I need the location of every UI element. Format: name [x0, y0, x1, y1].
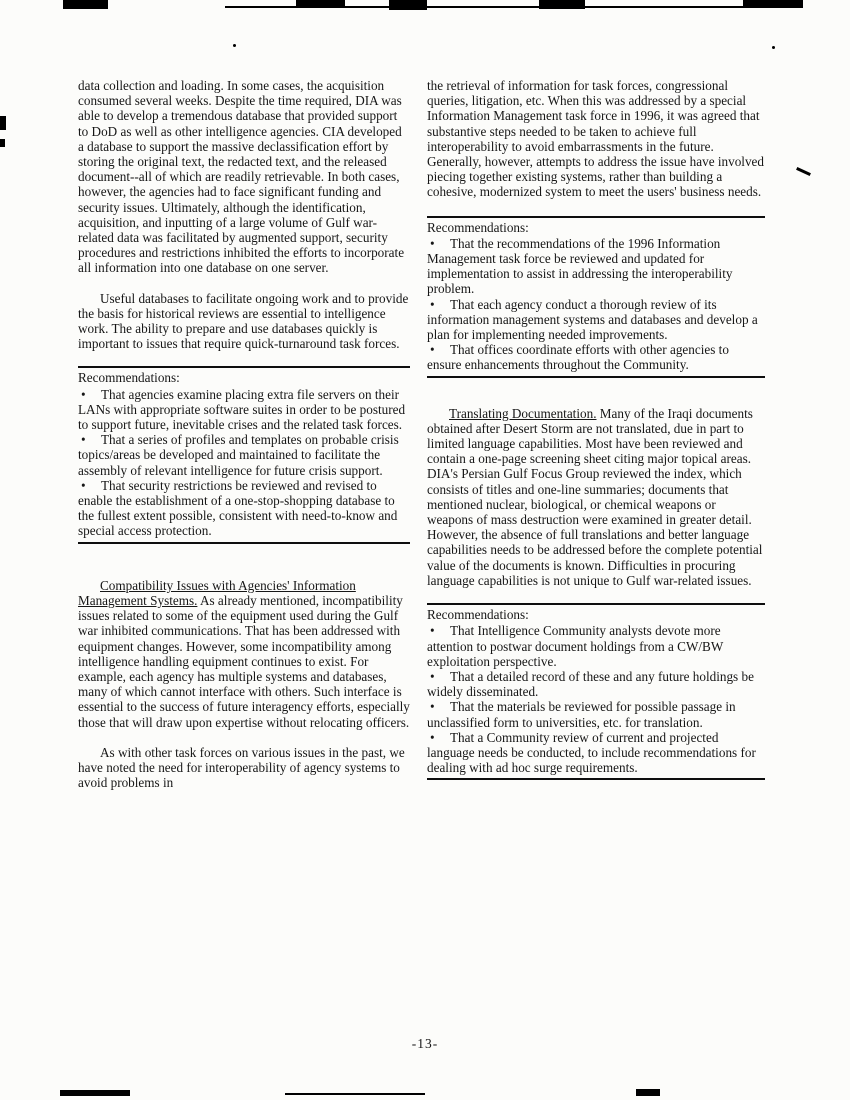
- scan-artifact: [285, 1093, 425, 1095]
- bullet-icon: •: [430, 729, 435, 745]
- paragraph-retrieval-continued: the retrieval of information for task forces, congressional queries, litigation, etc. When this was addressed by a special Information Management task force in 1996, it was agreed that substantive steps needed to be taken to achieve full interoperability to avoid embarrassments in the future. Generally, however, attempts to address the issue have involved piecing together existing systems, rather than building a cohesive, modernized system to meet the users' business needs.: [427, 78, 764, 200]
- bullet-icon: •: [430, 668, 435, 684]
- recommendations-title: Recommendations:: [427, 607, 529, 623]
- bullet-icon: •: [81, 386, 86, 402]
- recommendation-item: [427, 297, 765, 343]
- recommendation-item: [427, 342, 765, 372]
- scan-artifact: [772, 46, 775, 49]
- scan-artifact: [63, 0, 108, 9]
- right-column: [427, 78, 765, 780]
- paragraph-translating: [427, 406, 765, 588]
- recommendations-title: Recommendations:: [427, 219, 529, 235]
- recommendation-item: [78, 478, 410, 539]
- recommendation-item: [427, 669, 765, 699]
- bullet-icon: •: [430, 623, 435, 639]
- bullet-icon: •: [430, 235, 435, 251]
- page-number: -13-: [411, 1036, 439, 1051]
- scan-artifact: [539, 0, 585, 9]
- recommendation-item: [78, 387, 410, 433]
- paragraph-databases-continued: data collection and loading. In some cases, the acquisition consumed several weeks. Despite the time required, DIA was able to develop a tremendous database that provided support to DoD as well as other intelligence agencies. CIA developed a database to support the massive declassification effort by storing the original text, the redacted text, and the released document--all of which are readily retrievable. In both cases, however, the agencies had to face significant funding and security issues. Ultimately, although the identification, acquisition, and inputting of a large volume of Gulf war-related data was facilitated by augmented support, security procedures and restrictions inhibited the efforts to incorporate all information into one database on one server.: [78, 78, 405, 276]
- recommendation-text: That a detailed record of these and any future holdings be widely disseminated.: [427, 668, 754, 700]
- bullet-icon: •: [81, 477, 86, 493]
- compatibility-body: As already mentioned, incompatibility issues related to some of the equipment used during the Gulf war inhibited communications. That has been addressed with equipment changes. However, some incompatibility among intelligence handling equipment continues to exist. For example, each agency has multiple systems and databases, many of which cannot interface with others. Such interface is essential to the success of future interagency efforts, especially those that will draw upon expertise without relocating officers.: [78, 592, 410, 730]
- recommendation-text: That each agency conduct a thorough review of its information management systems and databases and develop a plan for implementing needed improvements.: [427, 296, 758, 343]
- recommendation-item: [427, 236, 765, 297]
- scan-artifact: [389, 0, 427, 10]
- recommendation-text: That a Community review of current and projected language needs be conducted, to include recommendations for dealing with ad hoc surge requirements.: [427, 729, 756, 776]
- scan-artifact: [0, 139, 5, 147]
- bullet-icon: •: [430, 296, 435, 312]
- bullet-icon: •: [81, 432, 86, 448]
- compatibility-heading: Compatibility Issues with Agencies' Information Management Systems.: [78, 577, 356, 608]
- recommendation-text: That agencies examine placing extra file servers on their LANs with appropriate software suites in order to be postured to support future, inevitable crises and the related task forces.: [78, 386, 406, 433]
- bullet-icon: •: [430, 342, 435, 358]
- translating-heading: Translating Documentation.: [449, 405, 597, 421]
- scan-artifact: [796, 167, 811, 176]
- paragraph-compatibility: [78, 578, 410, 730]
- recommendation-item: [427, 623, 765, 669]
- recommendations-title: Recommendations:: [78, 370, 180, 386]
- paragraph-task-forces: As with other task forces on various issues in the past, we have noted the need for interoperability of agency systems to avoid problems in: [78, 744, 405, 791]
- recommendation-text: That the recommendations of the 1996 Information Management task force be reviewed and updated for implementation to assist in addressing the interoperability problem.: [427, 235, 733, 297]
- left-column: [78, 78, 410, 790]
- scan-artifact: [743, 0, 803, 8]
- scan-artifact: [636, 1089, 660, 1096]
- recommendation-text: That a series of profiles and templates on probable crisis topics/areas be developed and maintained to facilitate the assembly of relevant intelligence for future crisis support.: [78, 432, 399, 478]
- recommendation-text: That Intelligence Community analysts devote more attention to postwar document holdings from a CW/BW exploitation perspective.: [427, 623, 724, 669]
- bullet-icon: •: [430, 699, 435, 715]
- recommendation-item: [78, 432, 410, 478]
- scan-artifact: [233, 44, 236, 47]
- recommendations-section-translation: [427, 603, 765, 780]
- recommendations-section-interoperability: [427, 216, 765, 378]
- translating-body: Many of the Iraqi documents obtained after Desert Storm are not translated, due in part to limited language capabilities. Most have been reviewed and contain a one-page screening sheet citing major topical areas. DIA's Persian Gulf Focus Group reviewed the index, which consists of titles and one-line summaries; documents that mentioned nuclear, biological, or chemical weapons or weapons of mass destruction were examined in greater detail. However, the absence of full translations and better language capabilities needs to be addressed before the complete potential value of the documents is known. Difficulties in procuring language capabilities is not unique to Gulf war-related issues.: [427, 405, 763, 588]
- scan-artifact: [296, 0, 345, 8]
- scan-artifact: [60, 1090, 130, 1096]
- recommendation-text: That security restrictions be reviewed and revised to enable the establishment of a one-stop-shopping database to the fullest extent possible, consistent with need-to-know and special access protection.: [78, 477, 398, 539]
- scan-artifact: [0, 116, 6, 130]
- recommendation-text: That offices coordinate efforts with other agencies to ensure enhancements throughout the Community.: [427, 342, 729, 373]
- recommendation-item: [427, 699, 765, 729]
- recommendation-item: [427, 730, 765, 776]
- recommendations-section-databases: [78, 366, 410, 543]
- recommendation-text: That the materials be reviewed for possible passage in unclassified form to universities, etc. for translation.: [427, 699, 736, 730]
- paragraph-useful-databases: Useful databases to facilitate ongoing work and to provide the basis for historical reviews are essential to intelligence work. The ability to prepare and use databases quickly is important to issues that require quick-turnaround task forces.: [78, 290, 409, 352]
